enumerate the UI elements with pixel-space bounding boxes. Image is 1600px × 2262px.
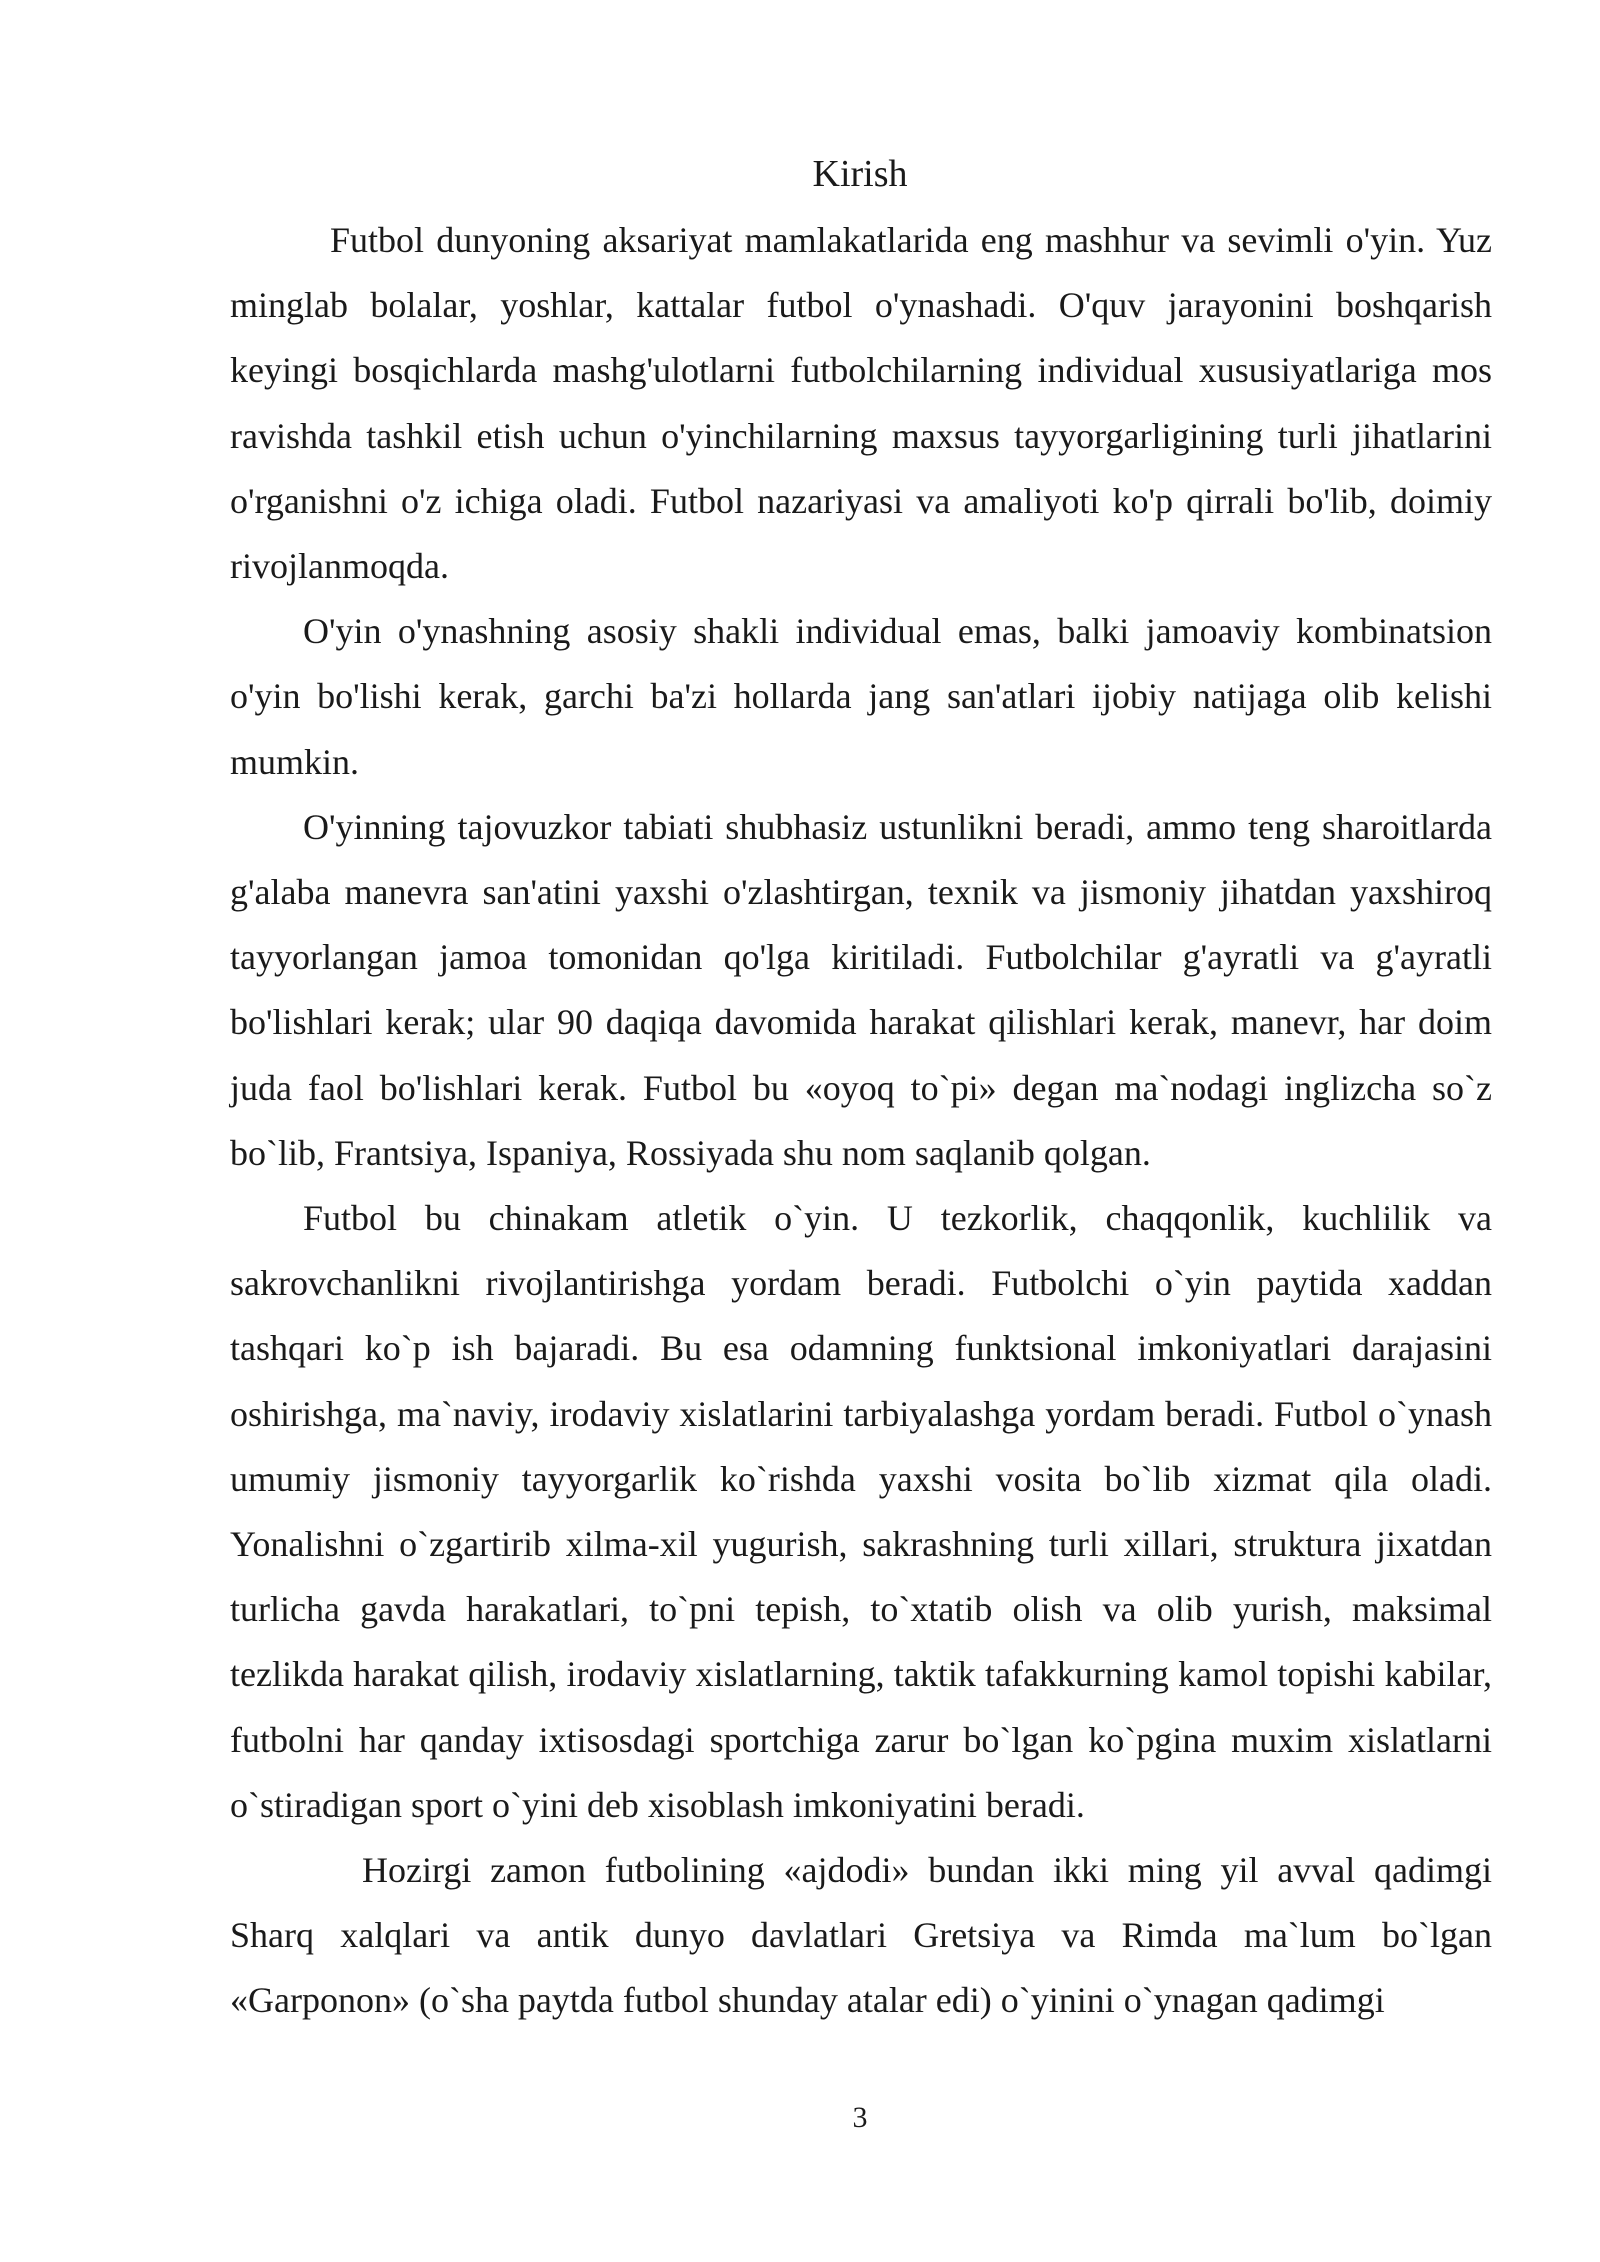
paragraph-history: Hozirgi zamon futbolining «ajdodi» bundan ikki ming yil avval qadimgi Sharq xalqlari va antik dunyo davlatlari Gretsiya va Rimda ma`lum bo`lgan «Garponon» (o`sha paytda futbol shunday atalar edi) o`yinini o`ynagan qadimgi: [230, 1850, 1492, 2021]
body-text: [230, 208, 1492, 2034]
page-title: Kirish: [812, 153, 908, 195]
paragraph-athletic-game: Futbol bu chinakam atletik o`yin. U tezkorlik, chaqqonlik, kuchlilik va sakrovchanlikni rivojlantirishga yordam beradi. Futbolchi o`yin paytida xaddan tashqari ko`p ish bajaradi. Bu esa odamning funktsional imkoniyatlari darajasini oshirishga, ma`naviy, irodaviy xislatlarini tarbiyalashga yordam beradi. Futbol o`ynash umumiy jismoniy tayyorgarlik ko`rishda yaxshi vosita bo`lib xizmat qila oladi. Yonalishni o`zgartirib xilma-xil yugurish, sakrashning turli xillari, struktura jixatdan turlicha gavda harakatlari, to`pni tepish, to`xtatib olish va olib yurish, maksimal tezlikda harakat qilish, irodaviy xislatlarning, taktik tafakkurning kamol topishi kabilar, futbolni har qanday ixtisosdagi sportchiga zarur bo`lgan ko`pgina muxim xislatlarni o`stiradigan sport o`yini deb xisoblash imkoniyatini beradi.: [230, 1198, 1492, 1825]
paragraph-football-popularity: Futbol dunyoning aksariyat mamlakatlarida eng mashhur va sevimli o'yin. Yuz minglab bolalar, yoshlar, kattalar futbol o'ynashadi. O'quv jarayonini boshqarish keyingi bosqichlarda mashg'ulotlarni futbolchilarning individual xususiyatlariga mos ravishda tashkil etish uchun o'yinchilarning maxsus tayyorgarligining turli jihatlarini o'rganishni o'z ichiga oladi. Futbol nazariyasi va amaliyoti ko'p qirrali bo'lib, doimiy rivojlanmoqda.: [230, 220, 1492, 587]
paragraph-team-play: O'yin o'ynashning asosiy shakli individual emas, balki jamoaviy kombinatsion o'yin bo'lishi kerak, garchi ba'zi hollarda jang san'atlari ijobiy natijaga olib kelishi mumkin.: [230, 611, 1492, 782]
page-number: 3: [852, 2101, 868, 2134]
paragraph-attacking-nature: O'yinning tajovuzkor tabiati shubhasiz ustunlikni beradi, ammo teng sharoitlarda g'alaba manevra san'atini yaxshi o'zlashtirgan, texnik va jismoniy jihatdan yaxshiroq tayyorlangan jamoa tomonidan qo'lga kiritiladi. Futbolchilar g'ayratli va g'ayratli bo'lishlari kerak; ular 90 daqiqa davomida harakat qilishlari kerak, manevr, har doim juda faol bo'lishlari kerak. Futbol bu «oyoq to`pi» degan ma`nodagi inglizcha so`z bo`lib, Frantsiya, Ispaniya, Rossiyada shu nom saqlanib qolgan.: [230, 806, 1492, 1173]
